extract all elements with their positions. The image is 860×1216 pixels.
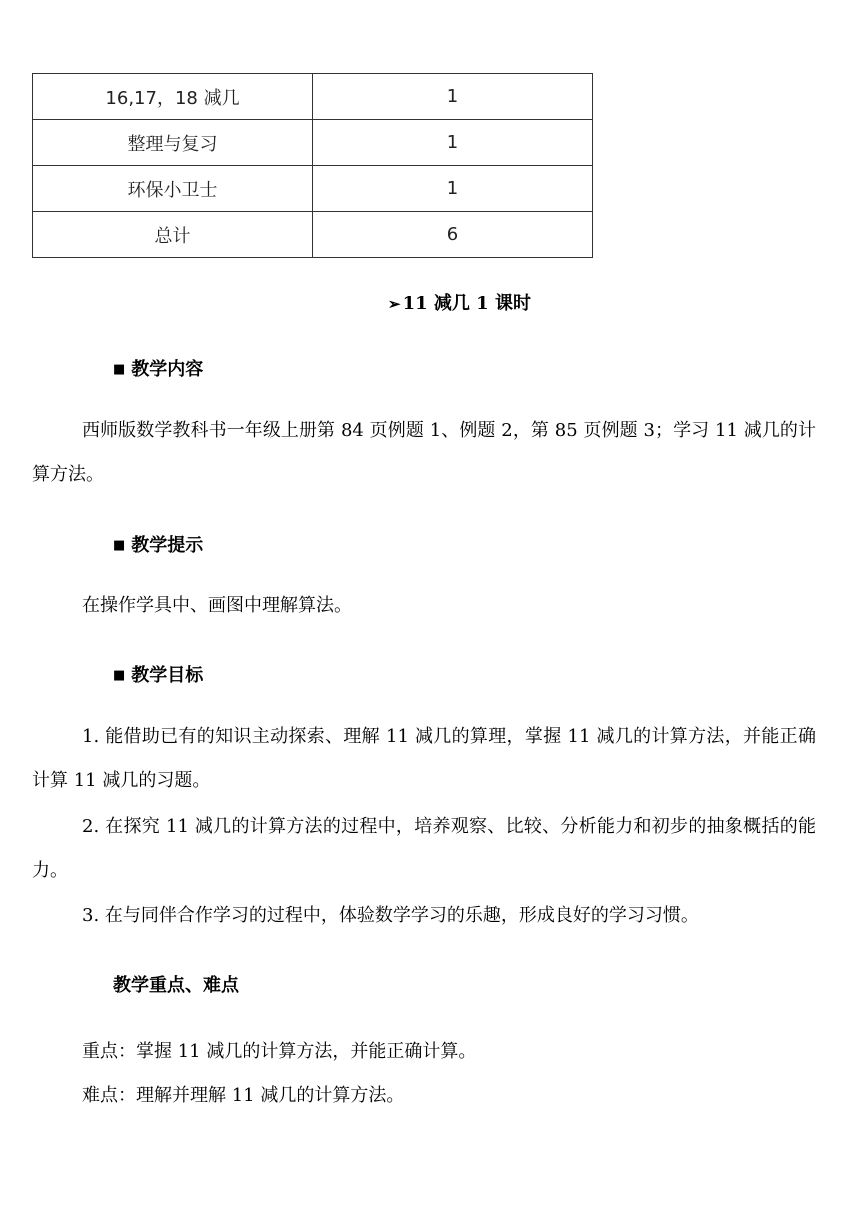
section-heading-focus: 教学重点、难点 bbox=[113, 975, 239, 996]
table-cell-label: 整理与复习 bbox=[33, 120, 313, 166]
section-heading-text: 教学提示 bbox=[131, 535, 204, 556]
key-point-line: 重点：掌握 11 减几的计算方法，并能正确计算。 bbox=[82, 1041, 477, 1062]
section-heading-content bbox=[113, 355, 203, 381]
table-row bbox=[33, 120, 593, 166]
goal-item: 2. 在探究 11 减几的计算方法的过程中，培养观察、比较、分析能力和初步的抽象概括的能力。 bbox=[32, 816, 816, 881]
square-bullet-icon: ■ bbox=[113, 668, 126, 683]
table-cell-label: 16,17，18 减几 bbox=[33, 74, 313, 120]
goal-item: 1. 能借助已有的知识主动探索、理解 11 减几的算理，掌握 11 减几的计算方法，并能正确计算 11 减几的习题。 bbox=[32, 726, 816, 791]
section-heading-text: 教学内容 bbox=[131, 359, 204, 380]
goal-item: 3. 在与同伴合作学习的过程中，体验数学学习的乐趣，形成良好的学习习惯。 bbox=[82, 905, 699, 926]
table-cell-value: 1 bbox=[313, 120, 593, 166]
table-row bbox=[33, 212, 593, 258]
table-cell-value: 1 bbox=[313, 74, 593, 120]
table-row bbox=[33, 74, 593, 120]
arrow-bullet-icon: ➢ bbox=[388, 295, 401, 313]
lesson-heading bbox=[388, 289, 531, 315]
square-bullet-icon: ■ bbox=[113, 362, 126, 377]
section-heading-hint bbox=[113, 531, 203, 557]
section-heading-goals bbox=[113, 661, 203, 687]
table-cell-value: 1 bbox=[313, 166, 593, 212]
table-cell-value: 6 bbox=[313, 212, 593, 258]
lesson-heading-text: 11 减几 1 课时 bbox=[402, 293, 531, 314]
section-heading-text: 教学目标 bbox=[131, 665, 204, 686]
hint-paragraph: 在操作学具中、画图中理解算法。 bbox=[82, 595, 352, 616]
content-paragraph: 西师版数学教科书一年级上册第 84 页例题 1、例题 2，第 85 页例题 3；学习 11 减几的计算方法。 bbox=[32, 420, 816, 485]
lesson-hours-table bbox=[32, 73, 593, 258]
table-cell-label: 环保小卫士 bbox=[33, 166, 313, 212]
square-bullet-icon: ■ bbox=[113, 538, 126, 553]
table-row bbox=[33, 166, 593, 212]
table-cell-label: 总计 bbox=[33, 212, 313, 258]
difficulty-line: 难点：理解并理解 11 减几的计算方法。 bbox=[82, 1085, 405, 1106]
